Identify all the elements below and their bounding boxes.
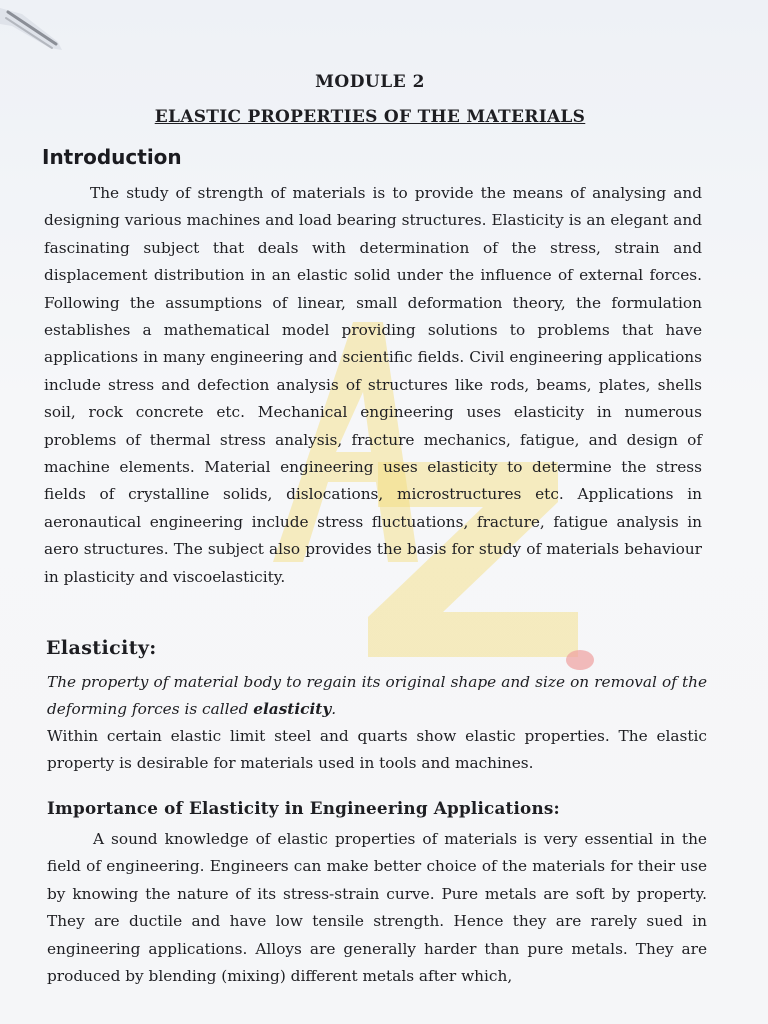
- elasticity-heading: Elasticity:: [46, 637, 157, 659]
- definition-term: elasticity: [253, 700, 332, 719]
- introduction-heading: Introduction: [42, 145, 182, 169]
- importance-heading: Importance of Elasticity in Engineering Applications:: [47, 798, 560, 818]
- definition-end: .: [331, 700, 337, 719]
- staple-mark: [0, 0, 70, 70]
- definition-text: The property of material body to regain its original shape and size on removal of the deforming forces is called: [47, 673, 707, 719]
- importance-paragraph: A sound knowledge of elastic properties of materials is very essential in the field of engineering. Engineers can make better choice of the materials for their use by knowing the nature of its stress-strain curve. Pure metals are soft by property. They are ductile and have low tensile strength. Hence they are rarely sued in engineering applications. Alloys are generally harder than pure metals. They are produced by blending (mixing) different metals after which,: [47, 830, 707, 986]
- document-title: ELASTIC PROPERTIES OF THE MATERIALS: [154, 107, 586, 127]
- module-number: MODULE 2: [315, 72, 425, 92]
- introduction-paragraph: The study of strength of materials is to provide the means of analysing and designing various machines and load bearing structures. Elasticity is an elegant and fascinating subject that deals with determination of the stress, strain and displacement distribution in an elastic solid under the influence of external forces. Following the assumptions of linear, small deformation theory, the formulation establishes a mathematical model providing solutions to problems that have applications in many engineering and scientific fields. Civil engineering applications include stress and defection analysis of structures like rods, beams, plates, shells soil, rock concrete etc. Mechanical engineering uses elasticity in numerous problems of thermal stress analysis, fracture mechanics, fatigue, and design of machine elements. Material engineering uses elasticity to determine the stress fields of crystalline solids, dislocations, microstructures etc. Applications in aeronautical engineering include stress fluctuations, fracture, fatigue analysis in aero structures. The subject also provides the basis for study of materials behaviour in plasticity and viscoelasticity.: [44, 184, 702, 586]
- elasticity-definition: [47, 669, 707, 724]
- elasticity-paragraph: Within certain elastic limit steel and quarts show elastic properties. The elastic property is desirable for materials used in tools and machines.: [47, 727, 707, 773]
- watermark-dot: [566, 650, 594, 670]
